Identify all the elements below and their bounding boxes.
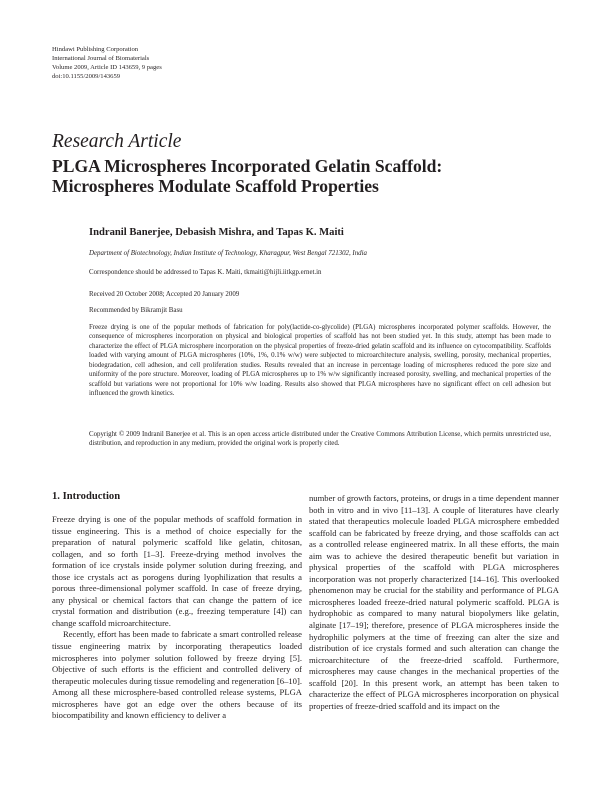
body-column-left [52, 514, 302, 722]
publisher-name: Hindawi Publishing Corporation [52, 46, 139, 53]
title-line-1: PLGA Microspheres Incorporated Gelatin Scaffold: [52, 156, 443, 176]
volume-info: Volume 2009, Article ID 143659, 9 pages [52, 64, 162, 71]
publication-info [52, 45, 162, 81]
paragraph: Recently, effort has been made to fabricate a smart controlled release tissue engineering matrix by incorporating therapeutics loaded microspheres into polymer solution followed by freeze drying [5]. Objective of such efforts is the efficient and controlled delivery of therapeutic molecules during tissue remodeling and regeneration [6–10]. Among all these microsphere-based controlled release systems, PLGA microspheres have got an edge over the others because of its biocompatibility and known efficiency to deliver a [52, 629, 302, 721]
body-column-right [309, 493, 559, 712]
paragraph: number of growth factors, proteins, or drugs in a time dependent manner both in vitro and in vivo [11–13]. A couple of literatures have clearly stated that therapeutics molecule loaded PLGA microsphere embedded scaffold can be fabricated by freeze drying, and those scaffolds can act as a controlled release engineered matrix. In all these efforts, the main aim was to achieve the desired therapeutic benefit but variation in physical properties of the scaffold with PLGA microspheres incorporation was not properly characterized [14–16]. This overlooked phenomenon may be crucial for the stability and performance of PLGA microspheres loaded freeze-dried natural polymeric scaffold. PLGA is hydrophobic as compared to many natural biopolymers like gelatin, alginate [17–19]; therefore, presence of PLGA microspheres inside the hydrophilic polymers at the time of freezing can alter the size and distribution of ice crystals formed and such alteration can change the microarchitecture of the freeze-dried scaffold. Furthermore, microspheres may cause changes in the mechanical properties of the scaffold [20]. In this present work, an attempt has been taken to characterize the effect of PLGA microspheres incorporation on physical properties of freeze-dried scaffold and its impact on the [309, 493, 559, 711]
title-line-2: Microspheres Modulate Scaffold Properties [52, 176, 379, 196]
copyright-notice: Copyright © 2009 Indranil Banerjee et al. This is an open access article distributed under the Creative Commons Attribution License, which permits unrestricted use, distribution, and reproduction in any medium, provided the original work is properly cited. [89, 431, 551, 448]
journal-name: International Journal of Biomaterials [52, 55, 150, 62]
recommended-by: Recommended by Bikramjit Basu [89, 307, 183, 314]
paragraph: Freeze drying is one of the popular methods of scaffold formation in tissue engineering. This is a method of choice especially for the preparation of natural polymeric scaffold like gelatin, chitosan, collagen, and so forth [1–3]. Freeze-drying method involves the formation of ice crystals inside polymer solution during freezing, and those ice crystals act as porogens during lyophilization that results a porous three-dimensional polymer scaffold. In case of freeze drying, any physical or chemical factors that can change the pattern of ice crystal formation and distribution (e.g., freezing temperature [4]) can change scaffold microarchitecture. [52, 514, 302, 628]
doi: doi:10.1155/2009/143659 [52, 73, 121, 80]
section-heading-introduction: 1. Introduction [52, 491, 121, 502]
received-accepted-dates: Received 20 October 2008; Accepted 20 January 2009 [89, 291, 240, 298]
affiliation: Department of Biotechnology, Indian Institute of Technology, Kharagpur, West Bengal 721302, India [89, 250, 367, 257]
article-title [52, 156, 562, 196]
article-type: Research Article [52, 131, 182, 152]
correspondence: Correspondence should be addressed to Tapas K. Maiti, tkmaiti@hijli.iitkgp.ernet.in [89, 269, 322, 276]
author-list: Indranil Banerjee, Debasish Mishra, and Tapas K. Maiti [89, 227, 344, 238]
abstract: Freeze drying is one of the popular methods of fabrication for poly(lactide-co-glycolide) (PLGA) microspheres incorporated polymer scaffolds. However, the consequence of microspheres incorporation on physical and biological properties of scaffold has not been studied yet. In this study, attempt has been made to characterize the effect of PLGA microsphere incorporation on the physical properties of freeze-dried gelatin scaffold and its influence on cytocompatibility. Scaffolds loaded with varying amount of PLGA microspheres (10%, 1%, 0.1% w/w) were subjected to microarchitecture analysis, swelling, porosity, mechanical properties, biodegradation, cell adhesion, and cell proliferation studies. Results revealed that an increase in percentage loading of microspheres reduced the pore size and uniformity of the pore structure. Moreover, loading of PLGA microspheres up to 1% w/w significantly increased porosity, swelling, and mechanical properties of the scaffold but variations were not proportional for 10% w/w loading. Results also showed that PLGA microspheres have no significant effect on cell adhesion but influenced the growth kinetics. [89, 324, 551, 398]
